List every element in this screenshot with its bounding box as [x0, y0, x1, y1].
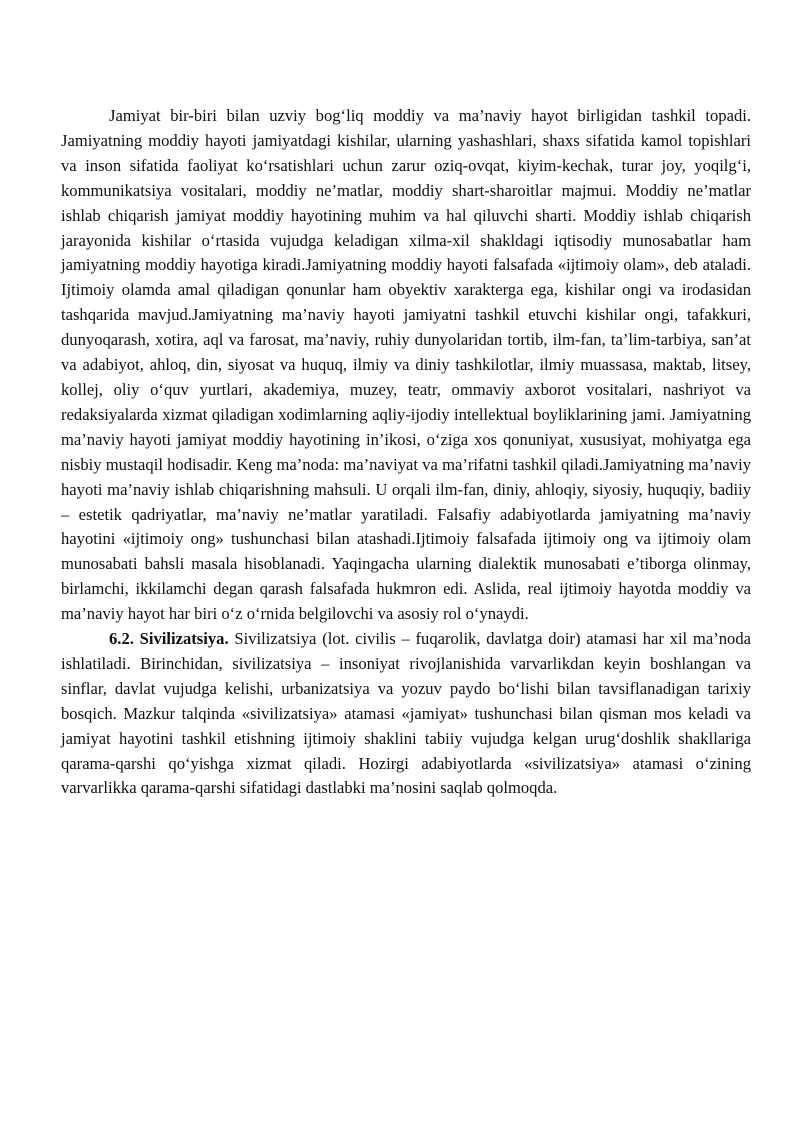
section-heading: 6.2. Sivilizatsiya. — [109, 629, 229, 649]
paragraph-civilization-text: Sivilizatsiya (lot. civilis – fuqarolik, davlatga doir) atamasi har xil ma’noda ishlatiladi. Birinchidan, sivilizatsiya – insoniyat rivojlanishida varvarlikdan keyin boshlangan va sinflar, davlat vujudga kelishi, urbanizatsiya va yozuv paydo bo‘lishi bilan tavsiflanadigan tarixiy bosqich. Mazkur talqinda «sivilizatsiya» atamasi «jamiyat» tushunchasi bilan qisman mos keladi va jamiyat hayotini tashkil etishning ijtimoiy shaklini tabiiy vujudga kelgan urug‘doshlik shakllariga qarama-qarshi qo‘yishga xizmat qiladi. Hozirgi adabiyotlarda «sivilizatsiya» atamasi o‘zining varvarlikka qarama-qarshi sifatidagi dastlabki ma’nosini saqlab qolmoqda. — [61, 629, 751, 798]
paragraph-material-spiritual-life: Jamiyat bir-biri bilan uzviy bog‘liq moddiy va ma’naviy hayot birligidan tashkil topadi. Jamiyatning moddiy hayoti jamiyatdagi kishilar, ularning yashashlari, shaxs sifatida kamol topishlari va inson sifatida faoliyat ko‘rsatishlari uchun zarur oziq-ovqat, kiyim-kechak, turar joy, yoqilg‘i, kommunikatsiya vositalari, moddiy ne’matlar, moddiy shart-sharoitlar majmui. Moddiy ne’matlar ishlab chiqarish jamiyat moddiy hayotining muhim va hal qiluvchi sharti. Moddiy ishlab chiqarish jarayonida kishilar o‘rtasida vujudga keladigan xilma-xil shakldagi iqtisodiy munosabatlar ham jamiyatning moddiy hayotiga kiradi.Jamiyatning moddiy hayoti falsafada «ijtimoiy olam», deb ataladi. Ijtimoiy olamda amal qiladigan qonunlar ham obyektiv xarakterga ega, kishilar ongi va irodasidan tashqarida mavjud.Jamiyatning ma’naviy hayoti jamiyatni tashkil etuvchi kishilar ongi, tafakkuri, dunyoqarash, xotira, aql va farosat, ma’naviy, ruhiy dunyolaridan tortib, ilm-fan, ta’lim-tarbiya, san’at va adabiyot, ahloq, din, siyosat va huquq, ilmiy va diniy tashkilotlar, ilmiy muassasa, maktab, litsey, kollej, oliy o‘quv yurtlari, akademiya, muzey, teatr, ommaviy axborot vositalari, nashriyot va redaksiyalarda xizmat qiladigan xodimlarning aqliy-ijodiy intellektual boyliklarining jami. Jamiyatning ma’naviy hayoti jamiyat moddiy hayotining in’ikosi, o‘ziga xos qonuniyat, xususiyat, mohiyatga ega nisbiy mustaqil hodisadir. Keng ma’noda: ma’naviyat va ma’rifatni tashkil qiladi.Jamiyatning ma’naviy hayoti ma’naviy ishlab chiqarishning mahsuli. U orqali ilm-fan, diniy, ahloqiy, siyosiy, huquqiy, badiiy – estetik qadriyatlar, ma’naviy ne’matlar yaratiladi. Falsafiy adabiyotlarda jamiyatning ma’naviy hayotini «ijtimoiy ong» tushunchasi bilan atashadi.Ijtimoiy falsafada ijtimoiy ong va ijtimoiy olam munosabati bahsli masala hisoblanadi. Yaqingacha ularning dialektik munosabati e’tiborga olinmay, birlamchi, ikkilamchi degan qarash falsafada hukmron edi. Aslida, real ijtimoiy hayotda moddiy va ma’naviy hayot har biri o‘z o‘rnida belgilovchi va asosiy rol o‘ynaydi. — [61, 106, 751, 624]
paragraph-civilization — [61, 627, 751, 801]
document-page — [61, 104, 751, 801]
